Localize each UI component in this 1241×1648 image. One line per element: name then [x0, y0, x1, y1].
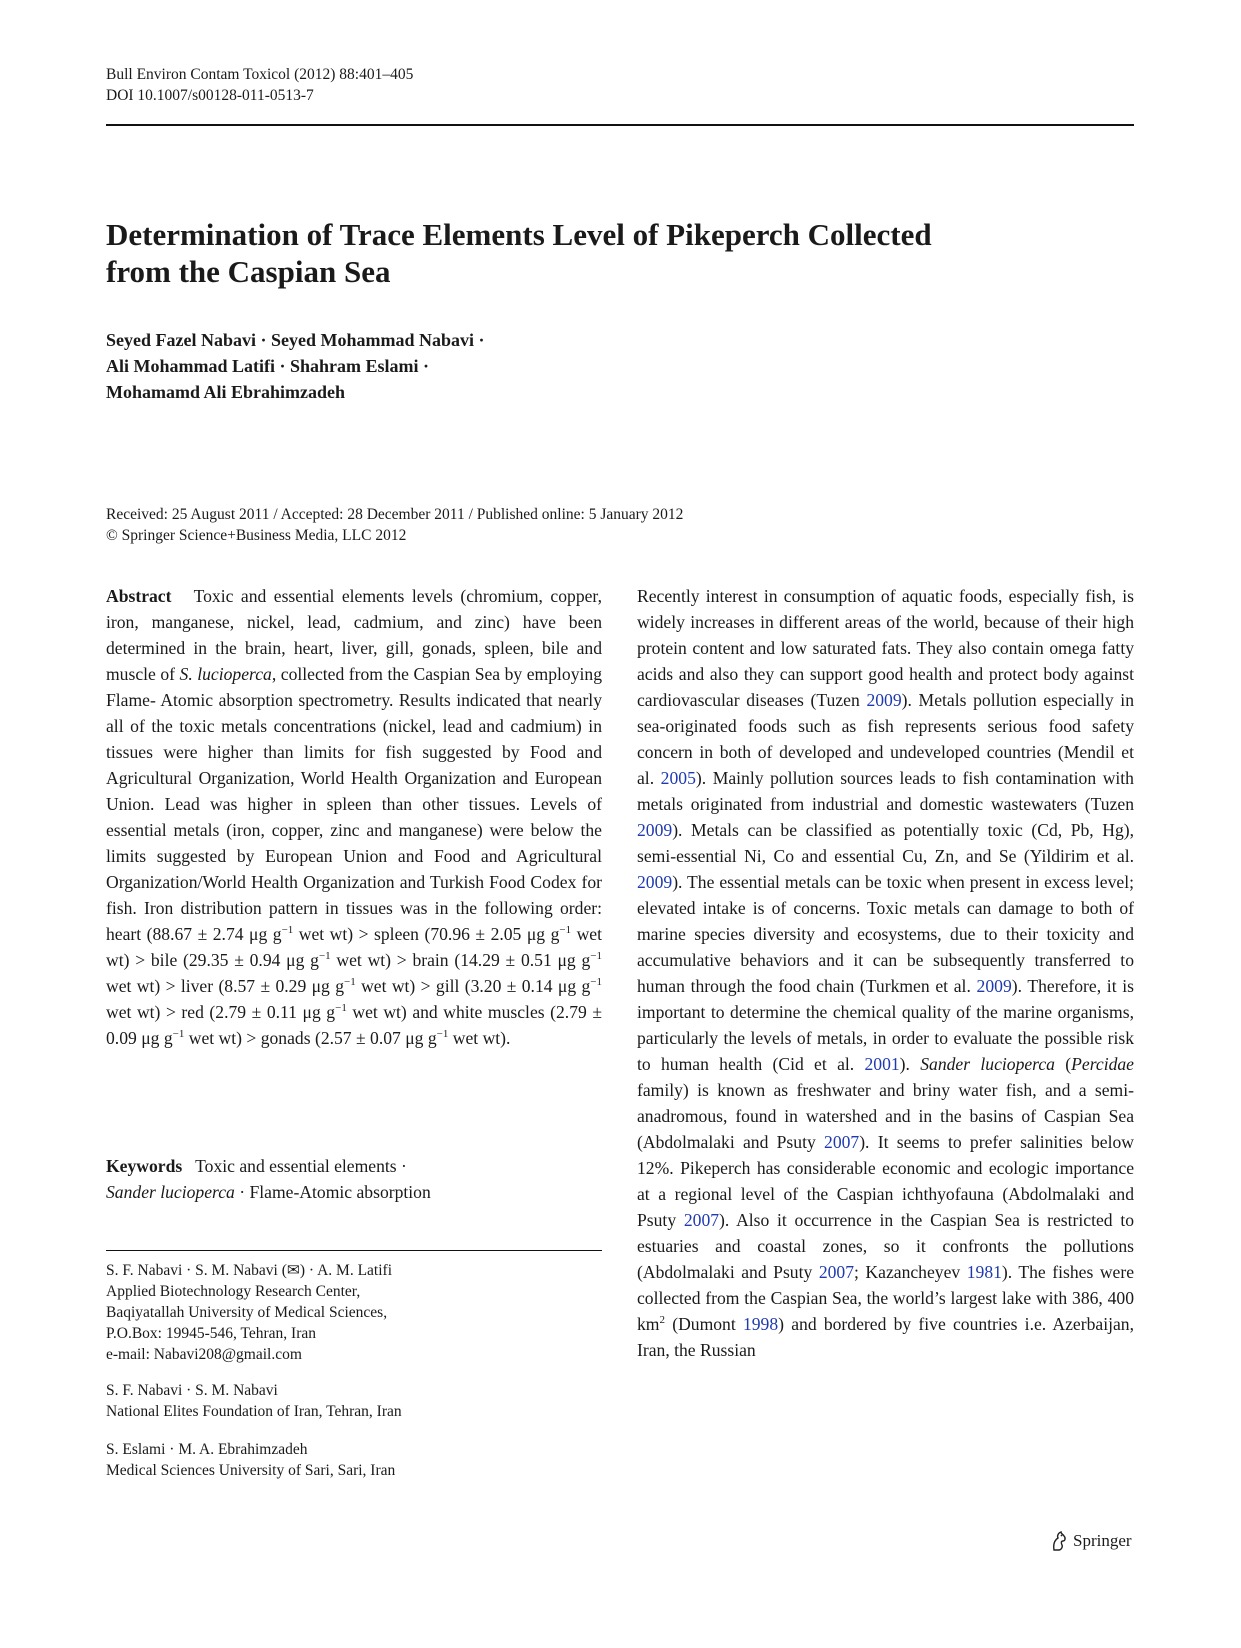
abstract-text: wet wt).: [448, 1028, 511, 1048]
abstract-text: wet wt) > spleen (70.96 ± 2.05 μg g: [293, 924, 560, 944]
citation-link[interactable]: 1981: [966, 1262, 1002, 1282]
abstract-text: wet wt) > liver (8.57 ± 0.29 μg g: [106, 976, 344, 996]
header-rule: [106, 124, 1134, 126]
body-text: ). Also it occurrence in the Caspian Sea is restricted to estuaries and coastal zones, so it confronts the pollutions (Abdolmalaki and Psuty: [637, 1210, 1135, 1282]
body-text: Recently interest in consumption of aquatic foods, especially fish, is widely increases in different areas of the world, because of their high protein content and low saturated fats. They also contain omega fatty acids and also they can support good health and protect body against cardiovascular diseases (Tuzen: [637, 586, 1134, 710]
superscript: −1: [590, 950, 602, 963]
superscript: −1: [172, 1028, 185, 1041]
affiliation-rule: [106, 1250, 602, 1251]
abstract-heading: Abstract: [106, 586, 172, 606]
superscript: −1: [344, 976, 356, 989]
affiliation-line: Applied Biotechnology Research Center,: [106, 1283, 361, 1300]
title-line-1: Determination of Trace Elements Level of Pikeperch Collected: [106, 217, 932, 252]
body-text: ). It seems to prefer salinities below 12%. Pikeperch has considerable economic and ecologic importance at a regional level of the Caspian ichthyofauna (Abdolmalaki and Psuty: [637, 1132, 1134, 1230]
citation-link[interactable]: 2007: [824, 1132, 860, 1152]
abstract-text: wet wt) > brain (14.29 ± 0.51 μg g: [330, 950, 591, 970]
affiliation-block: [106, 1380, 602, 1422]
body-text: ). The fishes were collected from the Caspian Sea, the world’s largest lake with 386, 400 km: [637, 1262, 1135, 1334]
affiliation-text: ) · A. M. Latifi: [299, 1262, 392, 1279]
body-text: (: [1054, 1054, 1072, 1074]
history-dates: Received: 25 August 2011 / Accepted: 28 December 2011 / Published online: 5 January 2012: [106, 506, 684, 523]
body-text: ). Metals pollution especially in sea-originated foods such as fish represents serious food safety concern in both of developed and undeveloped countries (Mendil et al.: [637, 690, 1134, 788]
springer-horse-icon: [1049, 1530, 1069, 1552]
body-text: ; Kazancheyev: [854, 1262, 967, 1282]
superscript: −1: [318, 950, 331, 963]
keyword: Sander lucioperca: [106, 1182, 235, 1202]
publication-dates: [106, 504, 683, 546]
body-text: ). Therefore, it is important to determine the chemical quality of the marine organisms, particularly the levels of metals, in order to evaluate the possible risk to human health (Cid et al.: [637, 976, 1135, 1074]
abstract: [106, 583, 602, 1051]
envelope-icon[interactable]: ✉: [286, 1262, 300, 1279]
author-list: [106, 327, 485, 405]
body-text: ). Metals can be classified as potentially toxic (Cd, Pb, Hg), semi-essential Ni, Co and essential Cu, Zn, and Se (Yildirim et al.: [637, 820, 1134, 866]
affiliation-line: National Elites Foundation of Iran, Tehran, Iran: [106, 1403, 402, 1420]
affiliation-line: Baqiyatallah University of Medical Sciences,: [106, 1304, 388, 1321]
family-name: Percidae: [1071, 1054, 1134, 1074]
keywords-heading: Keywords: [106, 1156, 183, 1176]
abstract-text: wet wt) > red (2.79 ± 0.11 μg g: [106, 1002, 336, 1022]
publisher-name: Springer: [1073, 1531, 1132, 1550]
superscript: −1: [335, 1002, 347, 1015]
email-link[interactable]: e-mail: Nabavi208@gmail.com: [106, 1346, 302, 1363]
body-text: ).: [899, 1054, 921, 1074]
citation-link[interactable]: 1998: [742, 1314, 779, 1334]
keyword: Toxic and essential elements ·: [195, 1156, 407, 1176]
introduction-text: [637, 583, 1134, 1363]
species-name: Sander lucioperca: [920, 1054, 1055, 1074]
abstract-text: wet wt) > bile (29.35 ± 0.94 μg g: [106, 924, 602, 970]
citation-link[interactable]: 2009: [637, 820, 673, 840]
body-text: (Dumont: [664, 1314, 743, 1334]
abstract-text: , collected from the Caspian Sea by employing Flame- Atomic absorption spectrometry. Results indicated that nearly all of the toxic metals concentrations (nickel, lead and cadmium) in tissues were higher than limits for fish suggested by Food and Agricultural Organization, World Health Organization and European Union. Lead was higher in spleen than other tissues. Levels of essential metals (iron, copper, zinc and manganese) were below the limits suggested by European Union and Food and Agricultural Organization/World Health Organization and Turkish Food Codex for fish. Iron distribution pattern in tissues was in the following order: heart (88.67 ± 2.74 μg g: [106, 664, 602, 944]
superscript: −1: [559, 924, 572, 937]
citation-link[interactable]: 2009: [976, 976, 1012, 996]
journal-header: [106, 64, 413, 106]
body-text: family) is known as freshwater and briny water fish, and a semi-anadromous, found in watershed and in the basins of Caspian Sea (Abdolmalaki and Psuty: [637, 1080, 1134, 1152]
abstract-text: wet wt) > gonads (2.57 ± 0.07 μg g: [184, 1028, 437, 1048]
citation-link[interactable]: 2009: [637, 872, 673, 892]
superscript: 2: [659, 1314, 665, 1327]
affiliation-line: Medical Sciences University of Sari, Sari, Iran: [106, 1462, 396, 1479]
citation-link[interactable]: 2005: [660, 768, 696, 788]
affiliation-authors: S. F. Nabavi · S. M. Nabavi: [106, 1382, 278, 1399]
affiliation-block: [106, 1439, 602, 1481]
body-text: ). Mainly pollution sources leads to fish contamination with metals originated from industrial and domestic wastewaters (Tuzen: [637, 768, 1134, 814]
keyword: · Flame-Atomic absorption: [234, 1182, 431, 1202]
authors-line-2: Ali Mohammad Latifi · Shahram Eslami ·: [106, 356, 430, 376]
citation-link[interactable]: 2009: [866, 690, 902, 710]
article-title: [106, 216, 1106, 290]
authors-line-1: Seyed Fazel Nabavi · Seyed Mohammad Nabavi ·: [106, 330, 485, 350]
publisher-logo: [1049, 1530, 1132, 1552]
affiliation-text: S. F. Nabavi · S. M. Nabavi (: [106, 1262, 287, 1279]
body-text: ) and bordered by five countries i.e. Azerbaijan, Iran, the Russian: [637, 1314, 1134, 1360]
superscript: −1: [281, 924, 294, 937]
species-name: S. lucioperca: [179, 664, 272, 684]
superscript: −1: [436, 1028, 449, 1041]
copyright: © Springer Science+Business Media, LLC 2012: [106, 527, 407, 544]
abstract-text: Toxic and essential elements levels (chromium, copper, iron, manganese, nickel, lead, cadmium, and zinc) have been determined in the brain, heart, liver, gill, gonads, spleen, bile and muscle of: [106, 586, 602, 684]
journal-citation: Bull Environ Contam Toxicol (2012) 88:401–405: [106, 66, 414, 83]
affiliation-line: P.O.Box: 19945-546, Tehran, Iran: [106, 1325, 317, 1342]
body-text: ). The essential metals can be toxic when present in excess level; elevated intake is of concerns. Toxic metals can damage to both of marine species diversity and ecosystems, due to their toxicity and accumulative behaviors and it can be subsequently transferred to human through the food chain (Turkmen et al.: [637, 872, 1134, 996]
affiliation-block: [106, 1260, 602, 1365]
citation-link[interactable]: 2001: [864, 1054, 900, 1074]
citation-link[interactable]: 2007: [683, 1210, 720, 1230]
abstract-text: wet wt) > gill (3.20 ± 0.14 μg g: [355, 976, 591, 996]
title-line-2: from the Caspian Sea: [106, 254, 391, 289]
doi: DOI 10.1007/s00128-011-0513-7: [106, 87, 314, 104]
superscript: −1: [590, 976, 603, 989]
authors-line-3: Mohamamd Ali Ebrahimzadeh: [106, 382, 346, 402]
citation-link[interactable]: 2007: [818, 1262, 855, 1282]
keywords: [106, 1153, 602, 1205]
affiliation-authors: [106, 1260, 602, 1281]
affiliation-authors: S. Eslami · M. A. Ebrahimzadeh: [106, 1441, 308, 1458]
abstract-text: wet wt) and white muscles (2.79 ± 0.09 μg g: [106, 1002, 602, 1048]
